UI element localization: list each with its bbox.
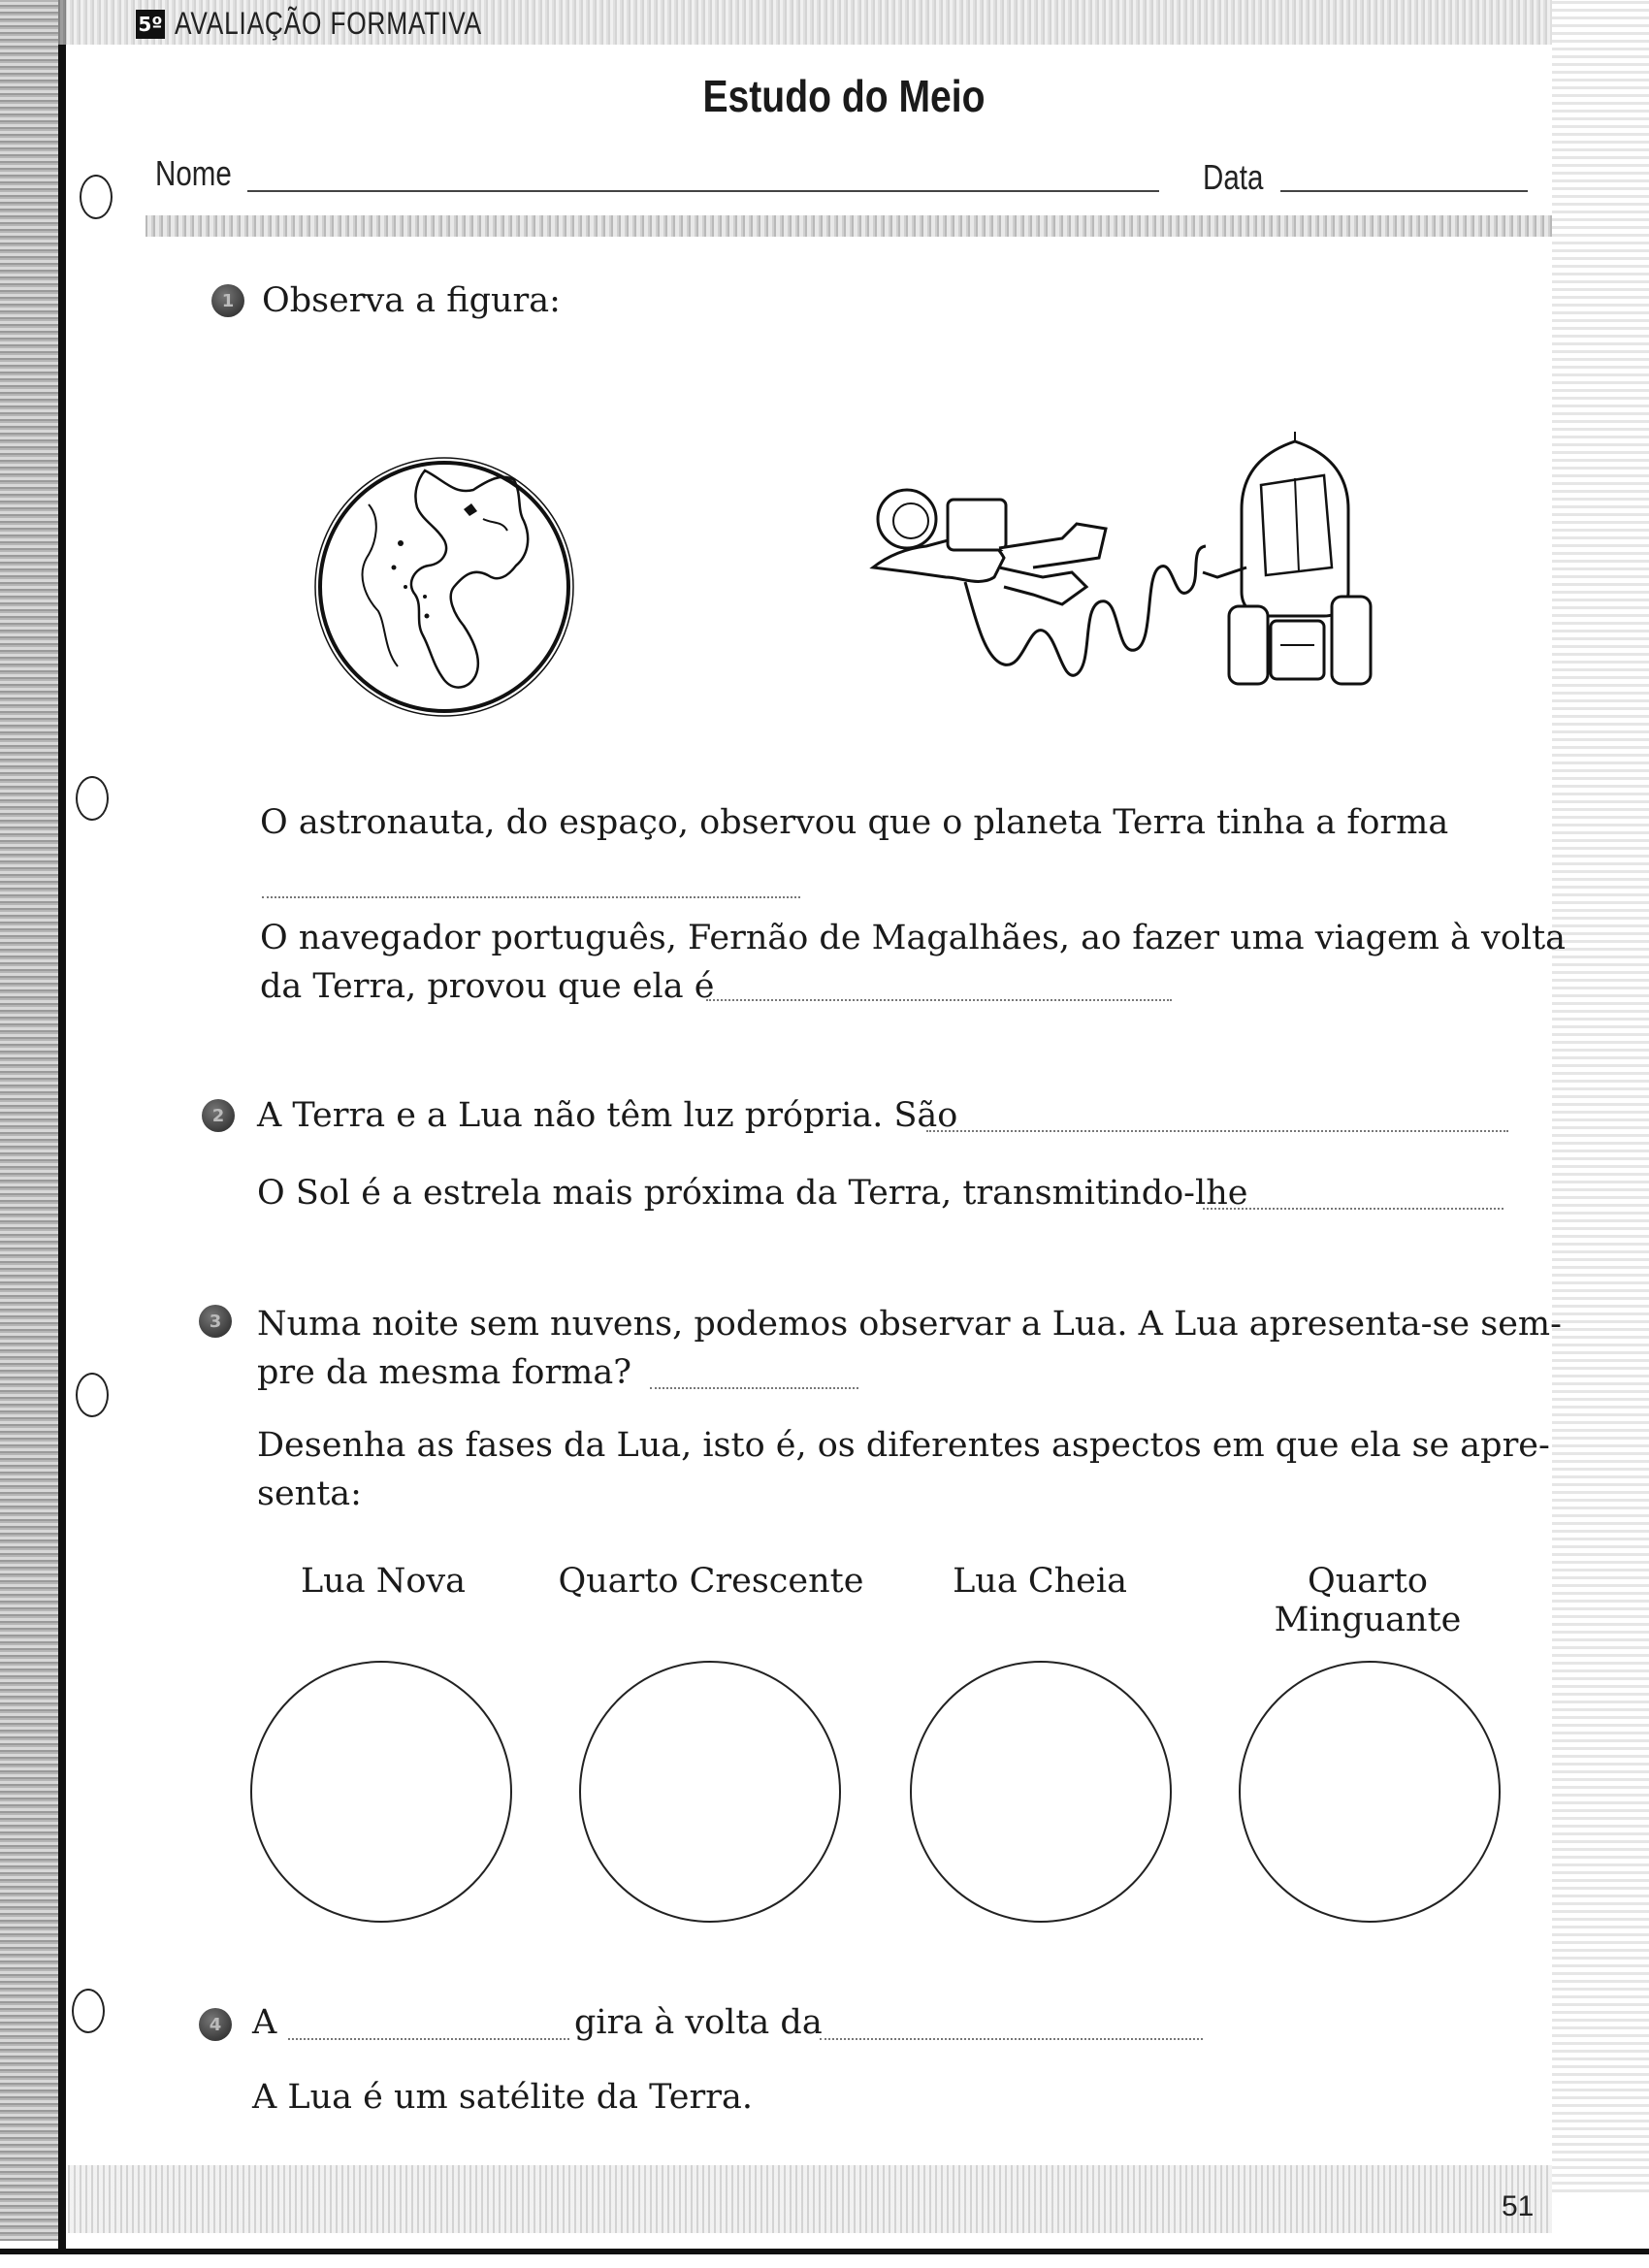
question-1-sentence-2-line-2: da Terra, provou que ela é [260,967,715,1006]
question-1-number: 1 [211,284,244,317]
section-label: AVALIAÇÃO FORMATIVA [175,6,482,41]
question-2-line-1: A Terra e a Lua não têm luz própria. São [257,1096,958,1135]
answer-line-sun[interactable] [1203,1208,1504,1210]
answer-line-object[interactable] [820,2038,1203,2040]
answer-line-subject[interactable] [288,2038,569,2040]
question-4-part-2: gira à volta da [574,2003,823,2042]
phase-label-first-quarter: Quarto Crescente [558,1562,864,1601]
date-label: Data [1203,157,1264,197]
answer-line-shape-2[interactable] [706,999,1172,1001]
scan-left-edge [58,0,66,2251]
answer-line-shape[interactable] [262,896,800,898]
binder-hole [76,776,109,821]
question-2-number: 2 [202,1099,235,1132]
name-field[interactable] [247,190,1159,192]
question-2-line-2: O Sol é a estrela mais próxima da Terra, transmitindo-lhe [257,1174,1248,1213]
drawing-circle-full-moon[interactable] [910,1661,1172,1923]
scan-left-band [0,0,60,2241]
scan-bottom-edge [0,2249,1649,2254]
question-4-part-1: A [252,2003,277,2042]
page-number: 51 [1502,2190,1535,2222]
date-field[interactable] [1280,190,1528,192]
scan-right-noise [1552,0,1649,2192]
question-4-line-2: A Lua é um satélite da Terra. [252,2078,753,2117]
earth-globe-illustration [308,451,580,723]
grade-badge: 5º [136,10,165,39]
binder-hole [80,175,113,219]
header-divider [146,215,1552,237]
binder-hole [72,1989,105,2033]
name-label: Nome [155,153,232,193]
binder-hole [76,1373,109,1417]
scan-bottom-noise [68,2165,1552,2233]
drawing-circle-first-quarter[interactable] [579,1661,841,1923]
phase-label-new-moon: Lua Nova [300,1562,467,1601]
astronaut-rocket-illustration [868,432,1450,703]
page-title: Estudo do Meio [702,71,986,121]
question-3-line-3: Desenha as fases da Lua, isto é, os diferentes aspectos em que ela se apre- [257,1426,1550,1465]
question-3-number: 3 [199,1305,232,1338]
drawing-circle-new-moon[interactable] [250,1661,512,1923]
phase-label-last-quarter: Quarto Minguante [1274,1562,1462,1639]
question-3-line-2: pre da mesma forma? [257,1353,631,1392]
question-4-number: 4 [199,2008,232,2041]
question-3-line-1: Numa noite sem nuvens, podemos observar a Lua. A Lua apresenta-se sem- [257,1305,1562,1344]
question-1-prompt: Observa a figura: [262,281,561,320]
question-3-line-4: senta: [257,1474,362,1513]
question-1-sentence-1: O astronauta, do espaço, observou que o planeta Terra tinha a forma [260,803,1449,842]
answer-line-moon-form[interactable] [650,1387,858,1389]
drawing-circle-last-quarter[interactable] [1239,1661,1501,1923]
phase-label-full-moon: Lua Cheia [953,1562,1127,1601]
answer-line-luminous[interactable] [926,1130,1508,1132]
question-1-sentence-2-line-1: O navegador português, Fernão de Magalhães, ao fazer uma viagem à volta [260,919,1567,957]
section-header [136,6,549,42]
